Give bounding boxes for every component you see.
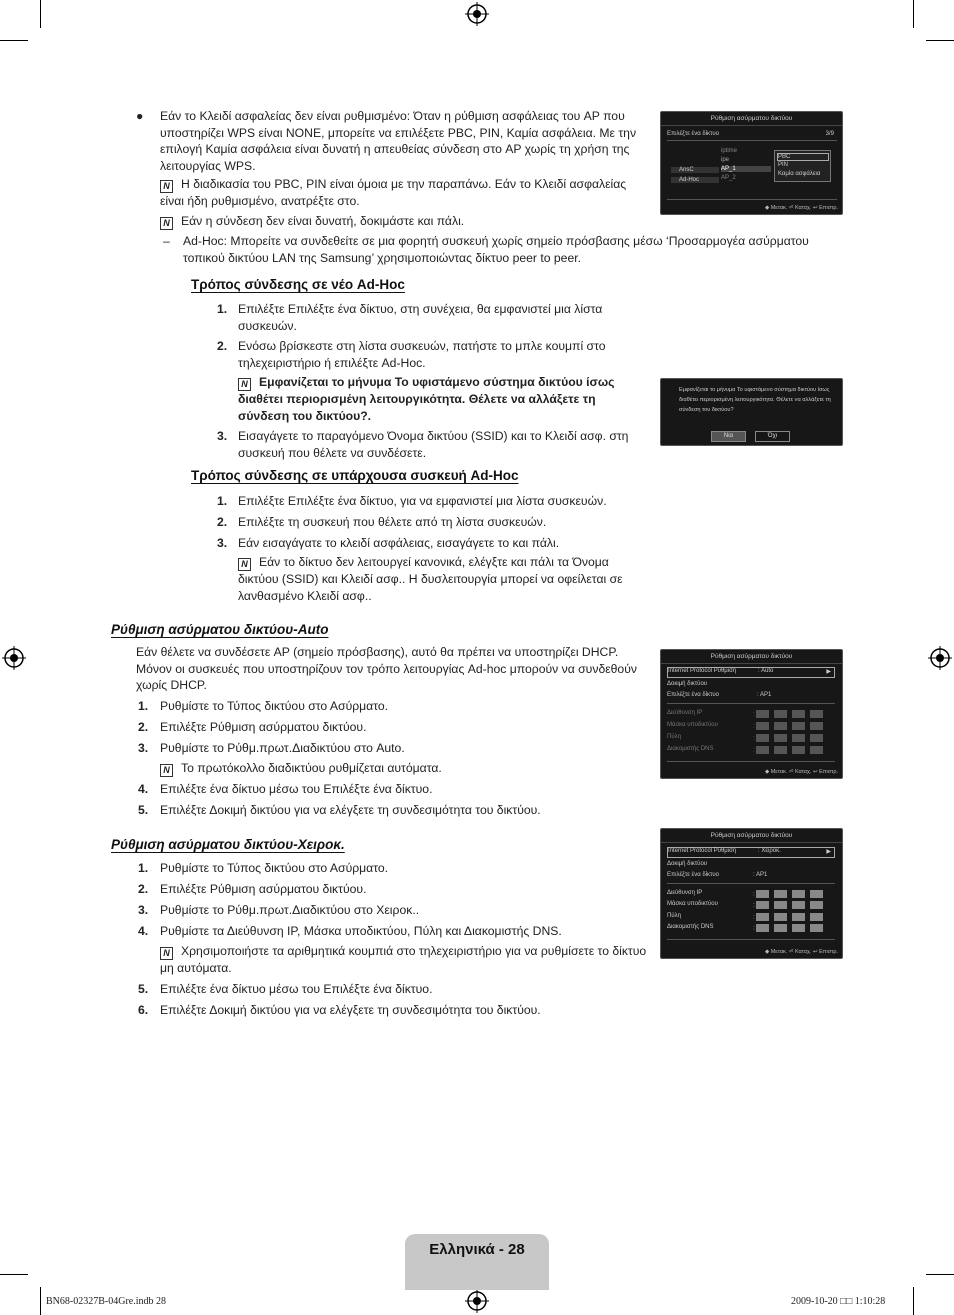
ip-label: Πύλη: [667, 913, 681, 919]
crop-mark: [40, 1287, 41, 1315]
ip-setting-value: : Auto: [758, 668, 774, 674]
ip-fields[interactable]: :: [753, 924, 828, 932]
step-number: 1.: [217, 302, 228, 316]
network-list-item[interactable]: ipe: [721, 157, 730, 163]
section-title: Ρύθμιση ασύρματου δικτύου-Auto: [111, 622, 329, 637]
step-text: Ενόσω βρίσκεστε στη λίστα συσκευών, πατήστε το μπλε κουμπί στο τηλεχειριστήριο ή επιλέξτε Ad-Hoc.: [238, 339, 606, 370]
step-number: 1.: [138, 699, 149, 713]
network-test-row[interactable]: Δοκιμή δικτύου: [667, 861, 708, 867]
ip-label: Διεύθυνση IP: [667, 710, 703, 716]
step-text: Επιλέξτε Δοκιμή δικτύου για να ελέγξετε τη συνδεσιμότητα του δικτύου.: [160, 803, 541, 817]
step-number: 1.: [217, 494, 228, 508]
registration-mark-icon: [928, 646, 952, 670]
crop-mark: [926, 1274, 954, 1275]
yes-button[interactable]: Ναι: [711, 431, 746, 442]
note-row: [238, 374, 638, 424]
step-number: 2.: [138, 882, 149, 896]
bullet-paragraph: Εάν το Κλειδί ασφαλείας δεν είναι ρυθμισμένο: Όταν η ρύθμιση ασφάλειας του AP που υποστηρίζει WPS είναι NONE, μπορείτε να επιλέξετε PBC, PIN, Καμία ασφάλεια. Με την επιλογή Καμία ασφάλεια είναι δυνατή η απευθείας σύνδεση στο AP χωρίς τη χρήση της λειτουργίας WPS.: [160, 109, 637, 173]
note-text: Η διαδικασία του PBC, PIN είναι όμοια με την παραπάνω. Εάν το Κλειδί ασφαλείας είναι ήδη ρυθμισμένο, ανατρέξτε στο.: [160, 177, 627, 208]
crop-mark: [913, 0, 914, 28]
note-icon: N: [160, 217, 173, 230]
step-number: 5.: [138, 982, 149, 996]
section-title: Ρύθμιση ασύρματου δικτύου-Χειροκ.: [111, 837, 345, 852]
step-number: 3.: [217, 536, 228, 550]
step-text: Επιλέξτε Επιλέξτε ένα δίκτυο, στη συνέχεια, θα εμφανιστεί μια λίστα συσκευών.: [238, 302, 603, 333]
ip-fields: :: [753, 722, 828, 730]
manual-settings-screen: [660, 828, 843, 959]
ip-setting-label: Internet Protocol Ρύθμιση: [668, 848, 737, 854]
step-text: Επιλέξτε τη συσκευή που θέλετε από τη λίστα συσκευών.: [238, 515, 547, 529]
menu-option[interactable]: PIN: [778, 162, 789, 168]
section-title: Τρόπος σύνδεσης σε νέο Ad-Hoc: [191, 277, 405, 292]
ip-label: Διακομιστής DNS: [667, 746, 714, 752]
step-text: Επιλέξτε Επιλέξτε ένα δίκτυο, για να εμφανιστεί μια λίστα συσκευών.: [238, 494, 607, 508]
step-text: Ρυθμίστε τα Διεύθυνση IP, Μάσκα υποδικτύου, Πύλη και Διακομιστής DNS.: [160, 924, 562, 938]
no-button[interactable]: Όχι: [755, 431, 790, 442]
ip-label: Πύλη: [667, 734, 681, 740]
step-text: Εισαγάγετε το παραγόμενο Όνομα δικτύου (SSID) και το Κλειδί ασφ. στη συσκευή που θέλετε να συνδέσετε.: [238, 429, 629, 460]
section-title: Τρόπος σύνδεσης σε υπάρχουσα συσκευή Ad-Hoc: [191, 468, 519, 483]
ip-label: Μάσκα υποδικτύου: [667, 722, 718, 728]
note-row: [160, 760, 640, 777]
crop-mark: [926, 40, 954, 41]
crop-mark: [0, 40, 28, 41]
registration-mark-icon: [465, 2, 489, 26]
ip-setting-row[interactable]: [667, 667, 835, 678]
footer-date: 2009-10-20 □□ 1:10:28: [791, 1296, 886, 1307]
step-text: Επιλέξτε Δοκιμή δικτύου για να ελέγξετε τη συνδεσιμότητα του δικτύου.: [160, 1003, 541, 1017]
screen-title: Ρύθμιση ασύρματου δικτύου: [661, 650, 842, 664]
note-icon: N: [238, 558, 251, 571]
page-label: Ελληνικά - 28: [429, 1241, 525, 1258]
registration-mark-icon: [465, 1289, 489, 1313]
ip-setting-row[interactable]: [667, 847, 835, 858]
step-text: Επιλέξτε ένα δίκτυο μέσω του Επιλέξτε ένα δίκτυο.: [160, 782, 433, 796]
adhoc-paragraph: Ad-Hoc: Μπορείτε να συνδεθείτε σε μια φορητή συσκευή χωρίς σημείο πρόσβασης μέσω ‘Προσαρμογέα ασύρματου τοπικού δικτύου LAN της Samsung’ χρησιμοποιώντας δίκτυο peer to peer.: [183, 234, 809, 265]
ip-fields: :: [753, 710, 828, 718]
screen-subtitle: Επιλέξτε ένα δίκτυο: [667, 131, 720, 137]
network-test-row[interactable]: Δοκιμή δικτύου: [667, 681, 708, 687]
step-text: Ρυθμίστε το Τύπος δικτύου στο Ασύρματο.: [160, 699, 389, 713]
registration-mark-icon: [2, 646, 26, 670]
step-number: 2.: [217, 339, 228, 353]
select-network-row[interactable]: Επιλέξτε ένα δίκτυο: [667, 692, 720, 698]
step-text: Επιλέξτε Ρύθμιση ασύρματου δικτύου.: [160, 882, 367, 896]
note-icon: N: [160, 947, 173, 960]
step-text: Επιλέξτε ένα δίκτυο μέσω του Επιλέξτε ένα δίκτυο.: [160, 982, 433, 996]
screen-title: Ρύθμιση ασύρματου δικτύου: [661, 112, 842, 126]
menu-option[interactable]: Καμία ασφάλεια: [778, 171, 821, 177]
step-number: 1.: [138, 861, 149, 875]
arrow-right-icon: ▶: [826, 669, 831, 675]
screen-footer: ◆ Μετακ. ⏎ Καταχ. ↩ Επιστρ.: [764, 205, 838, 211]
step-number: 6.: [138, 1003, 149, 1017]
footer-file: BN68-02327B-04Gre.indb 28: [46, 1296, 166, 1307]
ip-setting-label: Internet Protocol Ρύθμιση: [668, 668, 737, 674]
note-row: [160, 176, 646, 210]
step-text: Ρυθμίστε το Ρύθμ.πρωτ.Διαδικτύου στο Auto.: [160, 741, 405, 755]
ip-setting-value: : Χειροκ.: [758, 848, 781, 854]
step-text: Εάν εισαγάγατε το κλειδί ασφάλειας, εισαγάγετε το και πάλι.: [238, 536, 560, 550]
side-button[interactable]: AnsC: [671, 167, 719, 173]
select-network-value: : AP1: [753, 872, 768, 878]
step-text: Ρυθμίστε το Τύπος δικτύου στο Ασύρματο.: [160, 861, 389, 875]
screen-title: Ρύθμιση ασύρματου δικτύου: [661, 829, 842, 843]
step-number: 3.: [138, 903, 149, 917]
screen-footer: ◆ Μετακ. ⏎ Καταχ. ↩ Επιστρ.: [764, 769, 838, 775]
note-row: [238, 554, 650, 604]
crop-mark: [913, 1287, 914, 1315]
step-text: Επιλέξτε Ρύθμιση ασύρματου δικτύου.: [160, 720, 367, 734]
ip-label: Μάσκα υποδικτύου: [667, 901, 718, 907]
step-number: 4.: [138, 782, 149, 796]
step-text: Ρυθμίστε το Ρύθμ.πρωτ.Διαδικτύου στο Χειροκ..: [160, 903, 420, 917]
note-text: Το πρωτόκολλο διαδικτύου ρυθμίζεται αυτόματα.: [181, 761, 442, 775]
note-icon: N: [160, 764, 173, 777]
step-number: 3.: [138, 741, 149, 755]
network-list-item[interactable]: AP_1: [721, 166, 771, 172]
select-network-row[interactable]: Επιλέξτε ένα δίκτυο: [667, 872, 720, 878]
ip-label: Διακομιστής DNS: [667, 924, 714, 930]
menu-option[interactable]: PBC: [777, 153, 829, 161]
note-row: [160, 213, 646, 230]
dash: –: [163, 234, 170, 248]
section-intro: Εάν θέλετε να συνδέσετε AP (σημείο πρόσβασης), αυτό θα πρέπει να υποστηρίζει DHCP. Μόνον οι συσκευές που υποστηρίζουν τον τρόπο λειτουργίας Ad-hoc μπορούν να συνδεθούν χωρίς DHCP.: [136, 645, 637, 692]
step-number: 2.: [217, 515, 228, 529]
network-select-screen: [660, 111, 843, 215]
adhoc-confirm-screen: [660, 378, 843, 446]
note-text: Εάν το δίκτυο δεν λειτουργεί κανονικά, ελέγξτε και πάλι τα Όνομα δικτύου (SSID) και Κλειδί ασφ.. Η δυσλειτουργία μπορεί να οφείλεται σε λανθασμένο Κλειδί ασφ..: [238, 555, 623, 603]
note-text: Εμφανίζεται το μήνυμα Το υφιστάμενο σύστημα δικτύου ίσως διαθέτει περιορισμένη λειτουργικότητα. Θέλετε να αλλάξετε τη σύνδεση του δικτύου?.: [238, 375, 615, 423]
ip-fields[interactable]: :: [753, 913, 828, 921]
ip-label: Διεύθυνση IP: [667, 890, 703, 896]
ip-fields: :: [753, 734, 828, 742]
note-text: Χρησιμοποιήστε τα αριθμητικά κουμπιά στο τηλεχειριστήριο για να ρυθμίσετε το δίκτυο μη αυτόματα.: [160, 944, 647, 975]
note-row: [160, 943, 655, 977]
arrow-right-icon: ▶: [826, 849, 831, 855]
auto-settings-screen: [660, 649, 843, 779]
confirm-message: Εμφανίζεται το μήνυμα Το υφιστάμενο σύστημα δικτύου ίσως διαθέτει περιορισμένη λειτουργικότητα. Θέλετε να αλλάξετε τη σύνδεση του δικτύου?: [679, 387, 831, 413]
select-network-value: : AP1: [757, 692, 772, 698]
ip-fields[interactable]: :: [753, 901, 828, 909]
ip-fields: :: [753, 746, 828, 754]
crop-mark: [40, 0, 41, 28]
note-text: Εάν η σύνδεση δεν είναι δυνατή, δοκιμάστε και πάλι.: [181, 214, 465, 228]
step-number: 4.: [138, 924, 149, 938]
step-number: 2.: [138, 720, 149, 734]
bullet: ●: [136, 109, 144, 123]
network-list-item[interactable]: iptime: [721, 148, 738, 154]
side-button[interactable]: Ad-Hoc: [671, 177, 719, 183]
note-icon: N: [238, 378, 251, 391]
network-list-item[interactable]: AP_2: [721, 175, 736, 181]
crop-mark: [0, 1274, 28, 1275]
screen-footer: ◆ Μετακ. ⏎ Καταχ. ↩ Επιστρ.: [764, 949, 838, 955]
step-number: 3.: [217, 429, 228, 443]
screen-count: 3/9: [825, 131, 834, 137]
note-icon: N: [160, 180, 173, 193]
ip-fields[interactable]: :: [753, 890, 828, 898]
step-number: 5.: [138, 803, 149, 817]
